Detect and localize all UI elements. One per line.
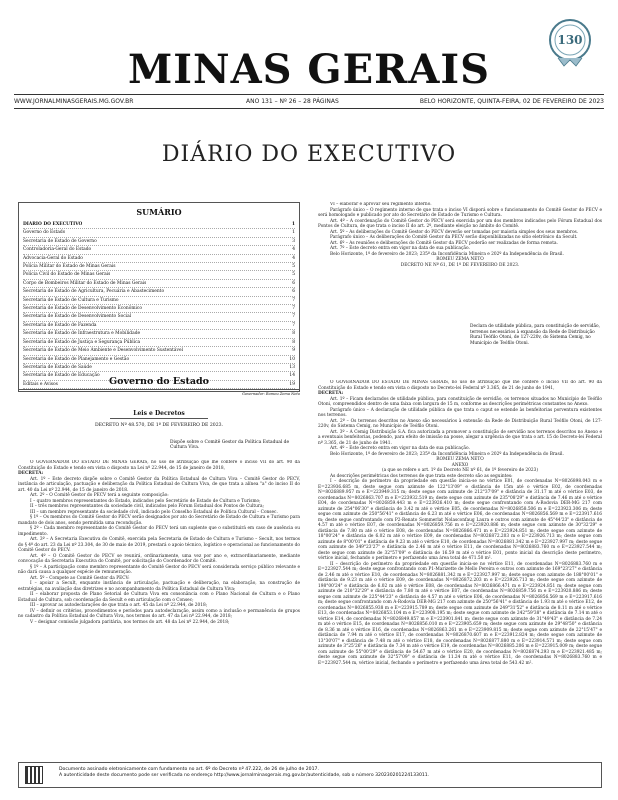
summary-item-label: Corpo de Bombeiros Militar do Estado de Minas Gerais [23, 280, 147, 286]
paragraph: III – aprovar as autodeclarações de que trata o art. 45 da Lei nº 22.944, de 2018; [30, 603, 208, 608]
summary-item-page: 3 [292, 238, 295, 244]
issue-date: BELO HORIZONTE, QUINTA-FEIRA, 02 DE FEVEREIRO DE 2023 [419, 98, 604, 105]
summary-item[interactable] [23, 238, 295, 246]
summary-item[interactable] [23, 255, 295, 263]
summary-box [18, 202, 300, 392]
summary-item-label: Governo do Estado [23, 230, 66, 236]
section-title: DIÁRIO DO EXECUTIVO [161, 142, 457, 167]
summary-item-page: 7 [292, 314, 295, 320]
paragraph: DECRETA: [318, 391, 344, 396]
paragraph: ANEXO [451, 462, 469, 468]
paragraph: Art. 4º – O Comitê Gestor do PECV se reunirá, ordinariamente, uma vez por ano e, extraordinariamente, mediante convocação da Secretaria Executiva do Comitê, por solicitação do Coordenador do Comitê. [18, 553, 300, 564]
summary-item-label: Secretaria de Estado de Cultura e Turismo [23, 297, 119, 303]
right-column-top-text [318, 202, 602, 322]
paragraph: Art. 5º – Compete ao Comitê Gestor da PECV: [30, 575, 130, 581]
summary-title: SUMÁRIO [136, 207, 182, 217]
paragraph: As descrições perimétricas dos terrenos de que trata este decreto são as seguintes: [330, 473, 513, 479]
paragraph: ROMEU ZEMA NETO [436, 457, 484, 462]
paragraph: II – elaborar proposta de Plano Setorial de Cultura Viva em consonância com o Plano Nacional de Cultura e o Plano Estadual de Cultura, sob coordenação da Secult e em articulação com o Consec; [18, 592, 300, 603]
site-url[interactable]: WWW.JORNALMINASGERAIS.MG.GOV.BR [14, 98, 134, 105]
leis-heading: Leis e Decretos [133, 410, 185, 417]
header-bottom-rule [14, 108, 604, 109]
summary-item-page: 13 [289, 364, 295, 370]
summary-item-page: 1 [291, 222, 295, 227]
summary-item-page: 14 [289, 373, 295, 379]
summary-item-label: Advocacia-Geral do Estado [23, 255, 83, 261]
summary-item[interactable] [23, 347, 295, 355]
paragraph: O GOVERNADOR DO ESTADO DE MINAS GERAIS, no uso de atribuição que lhe confere o inciso VII do art. 90 da Constituição do Estado e tendo em vista o disposto no Decreto-lei Federal nº 3.365, de 21 de junho de 1941, [318, 380, 602, 391]
summary-item-label: DIÁRIO DO EXECUTIVO [23, 222, 83, 227]
paragraph: O GOVERNADOR DO ESTADO DE MINAS GERAIS, no uso de atribuição que lhe confere o inciso VII do art. 90 da Constituição do Estado e tendo em vista o disposto na Lei nº 22.944, de 15 de janeiro de 2018, [18, 460, 300, 471]
paragraph: Art. 3º – A Secretaria Executiva do Comitê, exercida pela Secretaria de Estado de Cultura e Turismo – Secult, nos termos do § 4º do art. 23 da Lei nº 23.304, de 30 de maio de 2019, prestará o apoio técnico, logístico e operacional ao funcionamento do Comitê Gestor do PECV. [18, 537, 300, 553]
summary-item[interactable] [23, 330, 295, 338]
summary-item[interactable] [23, 313, 295, 321]
summary-item-page: 1 [292, 230, 295, 236]
summary-item-page: 5 [292, 272, 295, 278]
seal-number: 130 [557, 33, 583, 47]
summary-item[interactable] [23, 364, 295, 372]
summary-item-page: 9 [292, 348, 295, 354]
summary-item-label: Secretaria de Estado de Justiça e Segurança Pública [23, 339, 141, 345]
summary-item-page: 4 [292, 247, 295, 253]
paragraph: § 1º – Os membros do Comitê Gestor do PECV serão designados por ato do Secretário de Estado de Cultura e Turismo para mandato de dois anos, sendo permitida uma recondução. [18, 515, 300, 526]
paragraph: DECRETA: [18, 471, 44, 476]
decreto-ementa: Dispõe sobre o Comitê Gestor da Política Estadual de Cultura Viva. [170, 440, 290, 451]
governo-heading: Governo do Estado [18, 376, 300, 390]
paragraph: Art. 2º – Os terrenos descritos no Anexo são necessários à extensão da Rede de Distribuição Rural Teófilo Otoni, de 127-220v, do Sistema Cemig, no Município de Teófilo Otoni. [318, 418, 602, 429]
paragraph: III – um membro representante da sociedade civil, indicado pelo Conselho Estadual de Política Cultural – Consec. [30, 509, 278, 515]
certificate-box [18, 762, 602, 788]
paragraph: (a que se refere o art. 1º do Decreto NE nº 61, de 1º fevereiro de 2023) [381, 468, 539, 473]
summary-item-page: 8 [292, 339, 295, 345]
header-top-rule [14, 94, 604, 95]
summary-item[interactable] [23, 322, 295, 330]
summary-item-label: Secretaria de Estado de Planejamento e Gestão [23, 356, 130, 362]
paragraph: II – descrição do perímetro da propriedade em questão inicia-se no vértice E11, de coordenadas N=8026883.760 m e E=223927.544 m; deste segue confrontando com P1-Marizette de Mello Pereira e outros com azimute de 169°23'27" e distância de 2.46 m até o vértice E10, de coordenadas N=8026881.342 m e E=223927.997 m; deste segue com azimute de 188°00'01" e distância de 9.23 m até o vértice E09, de coordenadas N=8026872.203 m e E=223926.713 m; deste segue com azimute de 198°00'24" e distância de 6.02 m até o vértice E08, de coordenadas N=8026866.471 m e E=223924.851 m; deste segue com azimute de 210°32'29" e distância de 7.80 m até o vértice E07, de coordenadas N=8026859.756 m e E=223920.886 m; deste segue com azimute de 225°44'23" e distância de 4.57 m até o vértice E06, de coordenadas N=8026856.569 m e E=223917.616 m; deste segue confrontando com A-Rodovia DER-MG 217 com azimute de 250°56'41" e distância de 1.93 m até o vértice E12, de coordenadas N=8026855.938 m e E=223915.789 m; deste segue com azimute de 249°31'52" e distância de 8.11 m até o vértice E13, de coordenadas N=8026853.104 m e E=223908.195 m; deste segue com azimute de 242°59'38" e distância de 7.14 m até o vértice E14, de coordenadas N=8026849.857 m e E=223901.841 m; deste segue com azimute de 31°49'43" e distância de 7.24 m até o vértice E15, de coordenadas N=8026856.010 m e E=223905.659 m; deste segue com azimute de 29°48'50" e distância de 8.36 m até o vértice E16, de coordenadas N=8026863.261 m e E=223909.815 m; deste segue com azimute de 22°15'47" e distância de 7.94 m até o vértice E17, de coordenadas N=8026870.607 m e E=223912.824 m; deste segue com azimute de 13°30'07" e distância de 7.48 m até o vértice E18, de coordenadas N=8026877.880 m e E=223914.571 m; deste segue com azimute de 3°25'26" e distância de 7.34 m até o vértice E19, de coordenadas N=8026885.206 m e E=223915.009 m; deste segue com azimute de 55°00'29" e distância de 54.67 m até o vértice E20, de coordenadas N=8026874.293 m e E=223921.485 m; deste segue com azimute de 32°57'09" e distância de 11.24 m até o vértice E11, de coordenadas N=8026883.760 m e E=223927.544 m, vértice inicial, fechando o perímetro e perfazendo uma área total de 543.42 m². [318, 561, 602, 666]
paragraph: II – três membros representantes da sociedade civil, indicados pelo Fórum Estadual dos Pontos de Cultura; [30, 504, 264, 509]
summary-item[interactable] [23, 221, 295, 229]
paragraph: ROMEU ZEMA NETO [436, 257, 484, 262]
paragraph: Art. 1º – Ficam declarados de utilidade pública, para constituição de servidão, os terrenos situados no Município de Teófilo Otoni, compreendidos dentro de uma faixa com largura de 15 m, conforme as descrições perimétricas constantes no Anexo. [318, 396, 602, 407]
paragraph: Art. 1º – Este decreto dispõe sobre o Comitê Gestor da Política Estadual de Cultura Viva – Comitê Gestor do PECV, instância de articulação, pactuação e deliberação da Política Estadual de Cultura Viva, de que trata a alínea "a" do inciso II do art. 40 da Lei nº 22.944, de 15 de janeiro de 2018. [18, 476, 300, 493]
summary-item[interactable] [23, 280, 295, 288]
summary-list [23, 221, 295, 389]
paragraph: Art. 7º – Este decreto entra em vigor na data de sua publicação. [330, 246, 470, 251]
leis-divider [110, 418, 208, 419]
paragraph: Art. 2º – O Comitê Gestor do PECV terá a seguinte composição: [30, 493, 169, 498]
summary-item-label: Editais e Avisos [23, 381, 58, 387]
summary-item[interactable] [23, 288, 295, 296]
paragraph: I – quatro membros representantes do Estado, indicados pelo Secretário de Estado de Cultura e Turismo; [30, 498, 261, 504]
summary-item-page: 8 [292, 331, 295, 337]
paragraph: § 2º – Cada membro representante do Comitê Gestor do PECV terá um suplente que o substituirá em caso de ausência ou impedimento. [18, 526, 300, 537]
summary-item-label: Secretaria de Estado de Governo [23, 238, 97, 244]
paragraph: § 1º – A participação como membro representante do Comitê Gestor do PECV será considerada serviço público relevante e não dará causa a qualquer espécie de remuneração. [18, 564, 300, 575]
paragraph: Parágrafo único – As deliberações do Comitê Gestor da PECV serão disponibilizadas no sítio eletrônico da Secult. [330, 235, 578, 240]
certificate-line-2[interactable]: A autenticidade deste documento pode ser verificada no endereço http://www.jornalminasgerais.mg.gov.br/autenticidade, sob o número 320230201224133011. [59, 773, 430, 778]
summary-item-label: Secretaria de Estado de Saúde [23, 364, 92, 370]
summary-item-label: Secretaria de Estado de Infraestrutura e Mobilidade [23, 331, 141, 337]
right-column-annex-text [318, 380, 602, 756]
certificate-line-1: Documento assinado eletronicamente com fundamento no art. 6º do Decreto nº 47.222, de 26 de julho de 2017. [59, 767, 319, 772]
paragraph: Art. 4º – Este decreto entra em vigor na data de sua publicação. [330, 446, 470, 451]
summary-item-page: 6 [292, 289, 295, 295]
summary-item-page: 7 [292, 297, 295, 303]
left-column-text [18, 460, 300, 756]
paragraph: Art. 6º – As reuniões e deliberações do Comitê Gestor da PECV poderão ser realizadas de forma remota. [330, 240, 558, 246]
summary-item-page: 4 [292, 255, 295, 261]
summary-item-page: 7 [292, 306, 295, 312]
summary-item-label: Secretaria de Estado de Desenvolvimento Social [23, 314, 132, 320]
summary-item[interactable] [23, 356, 295, 364]
header-info-bar [14, 96, 604, 108]
paragraph: Belo Horizonte, 1º de fevereiro de 2023; 235º da Inconfidência Mineira e 202º da Independência do Brasil. [330, 251, 564, 257]
summary-item-page: 5 [292, 264, 295, 270]
summary-item[interactable] [23, 297, 295, 305]
paragraph: IV – definir os critérios, procedimentos e períodos para autodeclaração, assim como a inclusão e permanência de grupos no cadastro da Política Estadual de Cultura Viva, nos termos do art. 47 da Lei nº 22.944, de 2018; [18, 608, 300, 619]
paragraph: Belo Horizonte, 1º de fevereiro de 2023; 235º da Inconfidência Mineira e 202º da Independência do Brasil. [330, 451, 564, 457]
paragraph: V – designar comissão julgadora paritária, nos termos do art. 48 da Lei nº 22.944, de 2018; [30, 619, 230, 625]
decreto-ne-ementa: Declara de utilidade pública, para constituição de servidão, terrenos necessários à expansão da Rede de Distribuição Rural Teófilo Otoni, de 127-220v, do Sistema Cemig, no Município de Teófilo Otoni. [470, 324, 600, 346]
summary-item[interactable] [23, 229, 295, 237]
paragraph: I – apoiar a Secult, enquanto instância de articulação, pactuação e deliberação, na elaboração, na construção de estratégias, na avaliação das diretrizes e no acompanhamento da Política Estadual de Cultura Viva; [18, 581, 300, 592]
summary-item[interactable] [23, 305, 295, 313]
paragraph: VI – elaborar e aprovar seu regimento interno. [330, 202, 432, 207]
summary-item-label: Secretaria de Estado de Fazenda [23, 322, 97, 328]
summary-item-page: 6 [292, 280, 295, 286]
decreto-title: DECRETO Nº 48.570, DE 1º DE FEVEREIRO DE 2023. [95, 423, 223, 428]
summary-item-page: 10 [289, 356, 295, 362]
summary-item-label: Secretaria de Estado de Meio Ambiente e Desenvolvimento Sustentável [23, 348, 183, 354]
summary-item-label: Secretaria de Estado de Desenvolvimento Econômico [23, 306, 143, 312]
summary-item-label: Polícia Militar do Estado de Minas Gerais [23, 264, 116, 270]
governor-name: Governador: Romeu Zema Neto [242, 392, 300, 396]
summary-item-page: 7 [292, 322, 295, 328]
summary-item[interactable] [23, 263, 295, 271]
paragraph: DECRETO NE Nº 61, DE 1º DE FEVEREIRO DE 2023. [400, 262, 520, 268]
summary-item-label: Controladoria-Geral do Estado [23, 247, 92, 253]
masthead-title: MINAS GERAIS [128, 46, 490, 93]
summary-item-label: Secretaria de Estado de Agricultura, Pecuária e Abastecimento [23, 289, 165, 295]
summary-item-page: 19 [289, 381, 295, 387]
paragraph: Art. 4º – A coordenação do Comitê Gestor do PECV será exercida por um dos membros indicados pelo Fórum Estadual dos Pontos de Cultura, de que trata o inciso II do art. 2º, mediante eleição no âmbito do Comitê. [318, 218, 602, 229]
paragraph: Art. 5º – As deliberações do Comitê Gestor do PECV deverão ser tomadas por maioria simples dos seus membros. [330, 229, 579, 235]
paragraph: I – descrição do perímetro da propriedade em questão inicia-se no vértice E01, de coordenadas N=8026898.043 m e E=223936.685 m, deste segue com azimute de 122°13'09" e distância de 15m até o vértice E02, de coordenadas N=8026889.957 m e E=223949.315 m; deste segue com azimute de 212°37'09" e distância de 31.17 m até o vértice E03, de coordenadas N=8026863.707 m e E=223932.519 m; deste segue com azimute de 235°08'29" e distância de 7.46 m até o vértice E04, de coordenadas N=8026859.443 m e E=223926.410 m; deste segue confrontando com A-Rodovia DER-MG 217 com azimute de 254°06'30" e distância de 3.42 m até o vértice E05, de coordenadas N=8026858.506 m e E=223923.306 m; deste segue com azimute de 250°56'41" e distância de 6.23 m até o vértice E06, de coordenadas N=8026856.569 m e E=223917.616 m; deste segue confrontando com P2-Renato Sommerlat Nolasconfaug Laura e outros com azimute de 45°44'23" e distância de 4.57 m até o vértice E07, de coordenadas N=8026859.756 m e E=223920.886 m; deste segue com azimute de 30°32'29" e distância de 7.80 m até o vértice E08, de coordenadas N=8026866.471 m e E=223924.851 m; deste segue com azimute de 18°00'24" e distância de 6.02 m até o vértice E09, de coordenadas N=8026872.203 m e E=223926.713 m; deste segue com azimute de 8°00'01" e distância de 9.23 m até o vértice E10, de coordenadas N=8026881.342 m e E=223927.997 m; deste segue com azimute de 349°23'27" e distância de 2.46 m até o vértice E11, de coordenadas N=8026883.760 m e E=223927.544 m; deste segue com azimute de 32°57'09" e distância de 16.59 m até o vértice E01, ponto inicial da descrição deste perímetro, vértice inicial, fechando o perímetro e perfazendo uma área total de 471.50 m². [318, 479, 602, 561]
summary-item[interactable] [23, 246, 295, 254]
anniversary-seal-icon [548, 18, 592, 68]
summary-item-label: Polícia Civil do Estado de Minas Gerais [23, 272, 111, 278]
qr-code-icon [25, 766, 43, 784]
summary-item[interactable] [23, 271, 295, 279]
paragraph: Parágrafo único – A declaração de utilidade pública de que trata o caput se estende às benfeitorias porventura existentes nos terrenos. [318, 407, 602, 418]
paragraph: Art. 3º – A Cemig Distribuição S.A. fica autorizada a promover a constituição de servidão nos terrenos descritos no Anexo e a eventuais benfeitorias, podendo, para efeito de imissão na posse, alegar a urgência de que trata o art. 15 do Decreto-lei Federal nº 3.365, de 21 de junho de 1941. [318, 429, 602, 446]
issue-number: ANO 131 – Nº 26 – 28 PÁGINAS [246, 98, 339, 105]
paragraph: Parágrafo único – O regimento interno de que trata o inciso VI disporá sobre o funcionamento do Comitê Gestor do PECV e será homologado e publicado por ato do Secretário de Estado de Turismo e Cultura. [318, 207, 602, 218]
summary-item-label: Secretaria de Estado de Educação [23, 373, 100, 379]
summary-item[interactable] [23, 339, 295, 347]
